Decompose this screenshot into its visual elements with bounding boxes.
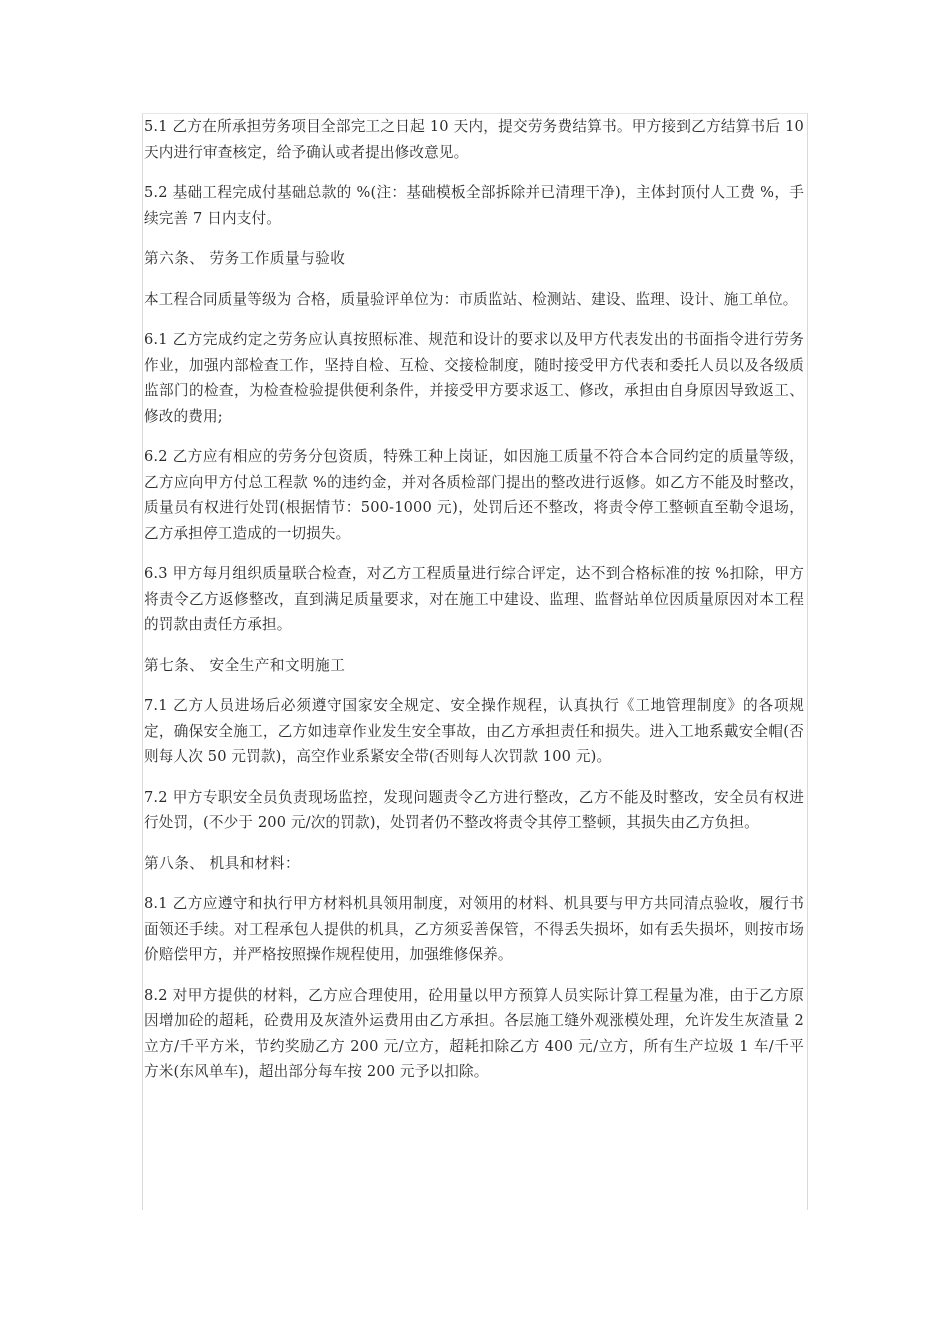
clause-8-1: 8.1 乙方应遵守和执行甲方材料机具领用制度，对领用的材料、机具要与甲方共同清点验收，履行书面领还手续。对工程承包人提供的机具，乙方须妥善保管，不得丢失损坏，如有丢失损坏，则按市场价赔偿甲方，并严格按照操作规程使用，加强维修保养。 bbox=[144, 895, 804, 963]
clause-6-3: 6.3 甲方每月组织质量联合检查，对乙方工程质量进行综合评定，达不到合格标准的按 %扣除，甲方将责令乙方返修整改，直到满足质量要求，对在施工中建设、监理、监督站单位因质量原因对本工程的罚款由责任方承担。 bbox=[144, 565, 804, 633]
clause-6-2: 6.2 乙方应有相应的劳务分包资质，特殊工种上岗证，如因施工质量不符合本合同约定的质量等级，乙方应向甲方付总工程款 %的违约金，并对各质检部门提出的整改进行返修。如乙方不能及时整改，质量员有权进行处罚(根据情节：500-1000 元)，处罚后还不整改，将责令停工整顿直至勒令退场，乙方承担停工造成的一切损失。 bbox=[144, 448, 804, 542]
clause-8-2: 8.2 对甲方提供的材料，乙方应合理使用，砼用量以甲方预算人员实际计算工程量为准，由于乙方原因增加砼的超耗，砼费用及灰渣外运费用由乙方承担。各层施工缝外观涨模处理，允许发生灰渣量 2 立方/千平方米，节约奖励乙方 200 元/立方，超耗扣除乙方 400 元/立方，所有生产垃圾 1 车/千平方米(东风单车)，超出部分每车按 200 元予以扣除。 bbox=[144, 986, 804, 1080]
clause-5-1: 5.1 乙方在所承担劳务项目全部完工之日起 10 天内，提交劳务费结算书。甲方接到乙方结算书后 10 天内进行审查核定，给予确认或者提出修改意见。 bbox=[144, 118, 804, 161]
article-7-heading: 第七条、 安全生产和文明施工 bbox=[144, 656, 346, 674]
clause-5-2: 5.2 基础工程完成付基础总款的 %(注：基础模板全部拆除并已清理干净)，主体封顶付人工费 %，手续完善 7 日内支付。 bbox=[144, 184, 804, 227]
article-8-heading: 第八条、 机具和材料： bbox=[144, 854, 301, 872]
clause-7-1: 7.1 乙方人员进场后必须遵守国家安全规定、安全操作规程，认真执行《工地管理制度》的各项规定，确保安全施工，乙方如违章作业发生安全事故，由乙方承担责任和损失。进入工地系戴安全帽(否则每人次 50 元罚款)，高空作业系紧安全带(否则每人次罚款 100 元)。 bbox=[144, 697, 804, 765]
clause-7-2: 7.2 甲方专职安全员负责现场监控，发现问题责令乙方进行整改，乙方不能及时整改，安全员有权进行处罚，(不少于 200 元/次的罚款)，处罚者仍不整改将责令其停工整顿，其损失由乙方负担。 bbox=[144, 788, 804, 831]
clause-6-1: 6.1 乙方完成约定之劳务应认真按照标准、规范和设计的要求以及甲方代表发出的书面指令进行劳务作业，加强内部检查工作，坚持自检、互检、交接检制度，随时接受甲方代表和委托人员以及各级质监部门的检查，为检查检验提供便利条件，并接受甲方要求返工、修改，承担由自身原因导致返工、修改的费用; bbox=[144, 331, 804, 425]
quality-grade-paragraph: 本工程合同质量等级为 合格，质量验评单位为：市质监站、检测站、建设、监理、设计、施工单位。 bbox=[144, 290, 798, 308]
document-body bbox=[144, 114, 804, 1100]
article-6-heading: 第六条、 劳务工作质量与验收 bbox=[144, 250, 346, 267]
